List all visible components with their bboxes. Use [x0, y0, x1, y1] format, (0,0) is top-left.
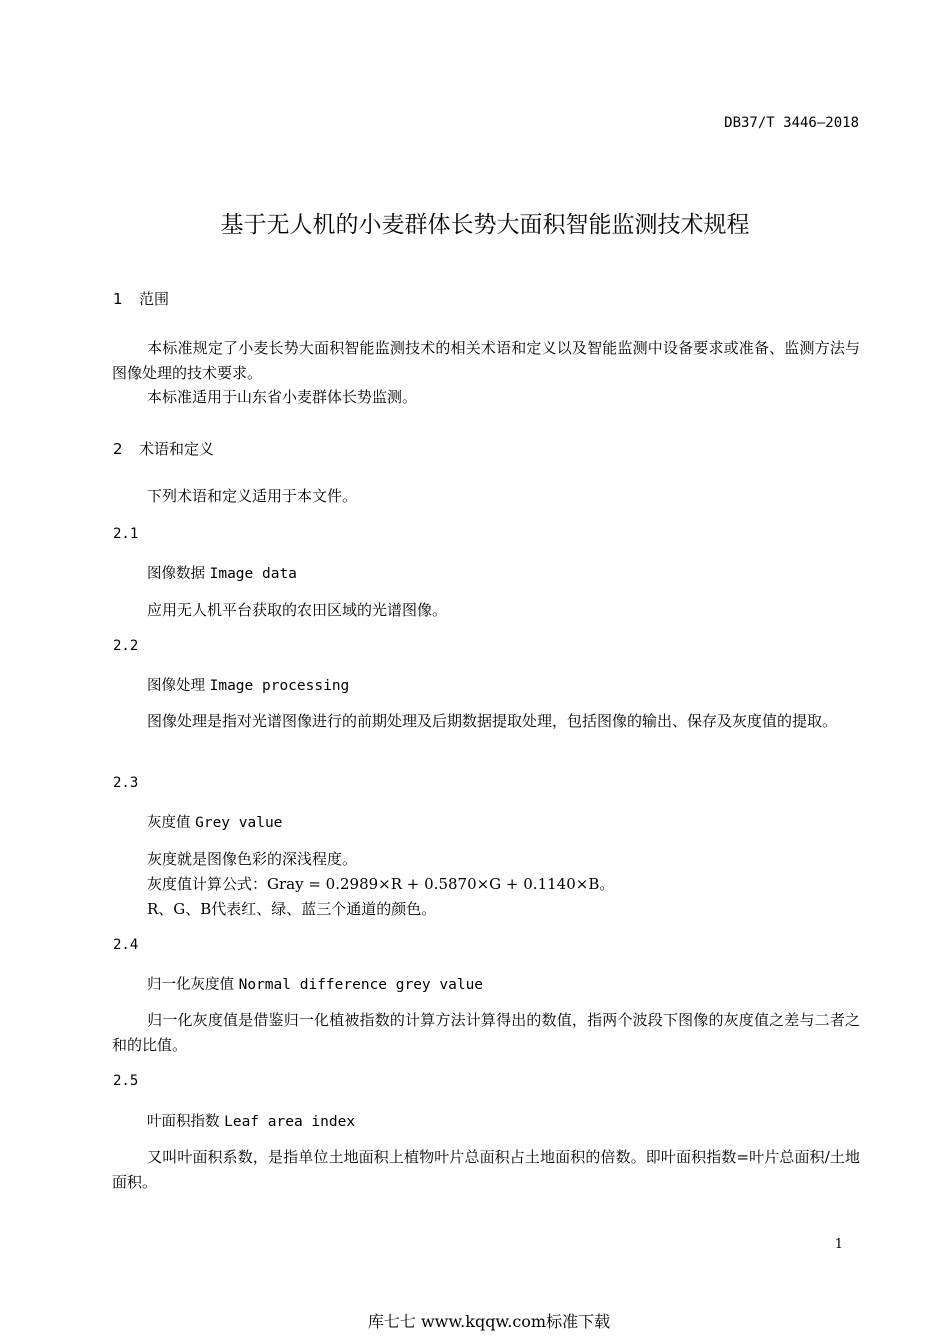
term-number: 2.3: [113, 775, 139, 791]
term-definition-line: R、G、B代表红、绿、蓝三个通道的颜色。: [147, 900, 437, 918]
term-name: 归一化灰度值 Normal difference grey value: [147, 977, 484, 993]
term-definition-line: 灰度就是图像色彩的深浅程度。: [147, 850, 358, 868]
term-name: 叶面积指数 Leaf area index: [147, 1114, 356, 1130]
term-definition: 应用无人机平台获取的农田区域的光谱图像。: [147, 601, 448, 619]
paragraph-scope-applicability: 本标准适用于山东省小麦群体长势监测。: [147, 388, 418, 406]
section-title: 范围: [139, 290, 170, 308]
term-number: 2.2: [113, 638, 139, 654]
term-name: 图像处理 Image processing: [147, 678, 350, 694]
term-name: 图像数据 Image data: [147, 566, 297, 582]
term-number: 2.1: [113, 526, 139, 542]
term-definition-formula: 灰度值计算公式：Gray = 0.2989×R + 0.5870×G + 0.1140×B。: [147, 875, 615, 893]
term-definition: 又叫叶面积系数，是指单位土地面积上植物叶片总面积占土地面积的倍数。即叶面积指数=叶片总面积/土地面积。: [112, 1148, 860, 1191]
section-number: 2: [113, 440, 123, 458]
document-code: DB37/T 3446—2018: [724, 115, 859, 131]
term-number: 2.4: [113, 937, 139, 953]
term-number: 2.5: [113, 1073, 139, 1089]
paragraph-terms-intro: 下列术语和定义适用于本文件。: [147, 487, 358, 505]
document-title: 基于无人机的小麦群体长势大面积智能监测技术规程: [220, 212, 750, 238]
section-heading-1: [113, 288, 169, 309]
term-definition: 归一化灰度值是借鉴归一化植被指数的计算方法计算得出的数值，指两个波段下图像的灰度值之差与二者之和的比值。: [112, 1011, 860, 1054]
term-definition: 图像处理是指对光谱图像进行的前期处理及后期数据提取处理，包括图像的输出、保存及灰度值的提取。: [147, 712, 838, 730]
paragraph-scope: 本标准规定了小麦长势大面积智能监测技术的相关术语和定义以及智能监测中设备要求或准备、监测方法与图像处理的技术要求。: [112, 339, 860, 382]
footer-watermark: 库七七 www.kqqw.com标准下载: [367, 1312, 611, 1331]
term-name: 灰度值 Grey value: [147, 815, 283, 831]
section-heading-2: [113, 438, 214, 459]
section-number: 1: [113, 290, 123, 308]
page-number: 1: [834, 1237, 843, 1252]
section-title: 术语和定义: [139, 440, 215, 458]
